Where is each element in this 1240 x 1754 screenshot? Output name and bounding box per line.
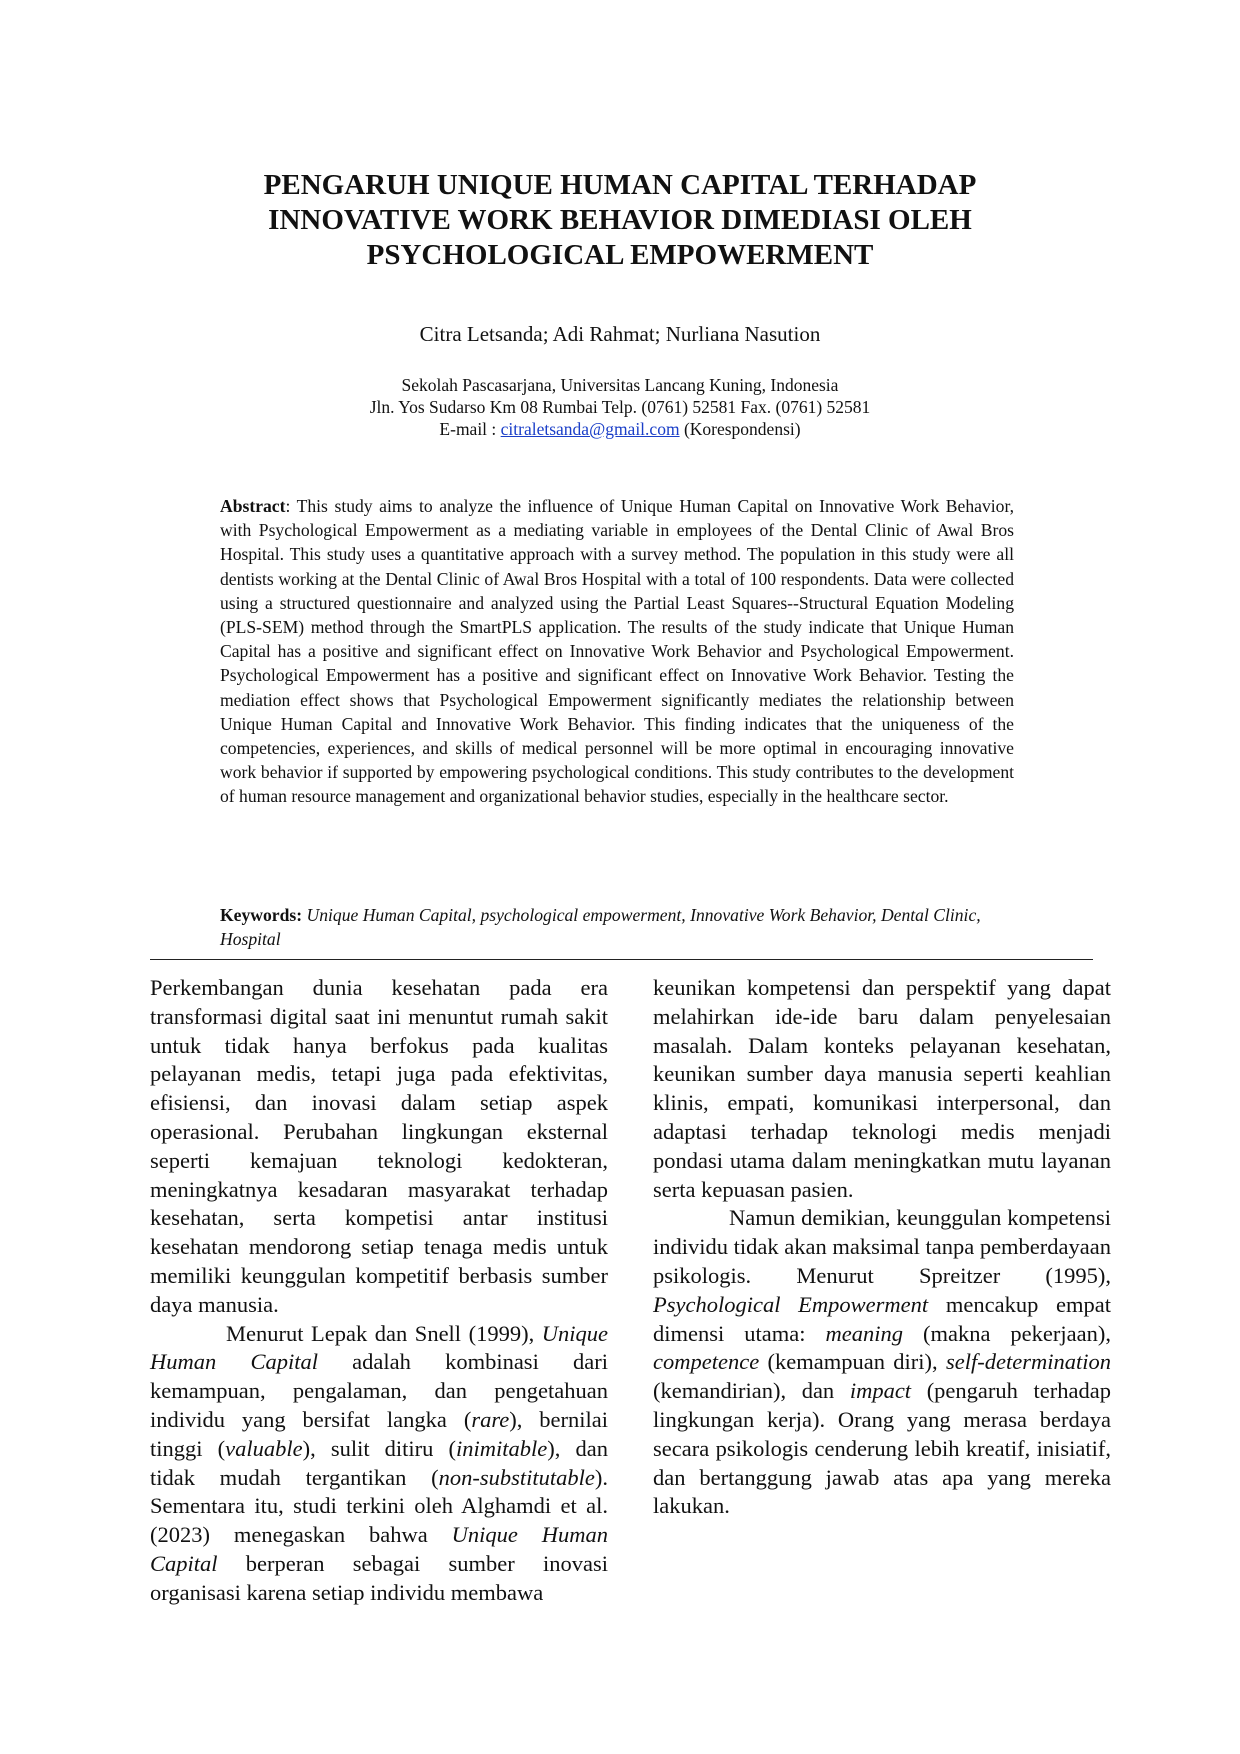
text-run: (pengaruh terhadap lingkungan kerja). Orang yang merasa berdaya secara psikologis cenderung lebih kreatif, inisiatif, dan bertanggung jawab atas apa yang mereka lakukan. bbox=[653, 1378, 1111, 1519]
keywords-text: Unique Human Capital, psychological empowerment, Innovative Work Behavior, Dental Clinic, Hospital bbox=[220, 905, 981, 949]
body-paragraph-3 bbox=[653, 1204, 1111, 1521]
email-suffix: (Korespondensi) bbox=[679, 419, 801, 439]
keywords bbox=[220, 903, 1014, 951]
italic-term: Unique Human Capital bbox=[150, 1522, 608, 1576]
abstract bbox=[220, 494, 1014, 809]
text-run: (makna pekerjaan), bbox=[902, 1320, 1111, 1346]
body-paragraph-2-continued bbox=[653, 974, 1111, 1204]
text-run: Menurut Lepak dan Snell (1999), bbox=[226, 1320, 542, 1346]
text-run: (kemampuan diri), bbox=[759, 1349, 947, 1375]
italic-term: self-determination bbox=[946, 1349, 1111, 1375]
text-run: ), bernilai tinggi ( bbox=[150, 1406, 608, 1461]
section-divider bbox=[150, 959, 1093, 960]
keywords-label: Keywords: bbox=[220, 905, 303, 925]
text-run: adalah kombinasi dari kemampuan, pengalaman, dan pengetahuan individu yang bersifat langka ( bbox=[150, 1349, 608, 1432]
text-run: mencakup empat dimensi utama: bbox=[653, 1291, 1111, 1346]
italic-term: rare bbox=[471, 1406, 510, 1432]
italic-term: Psychological Empowerment bbox=[653, 1291, 929, 1317]
italic-term: impact bbox=[849, 1378, 912, 1404]
title-line-1: PENGARUH UNIQUE HUMAN CAPITAL TERHADAP bbox=[263, 169, 977, 201]
text-run: Namun demikian, keunggulan kompetensi individu tidak akan maksimal tanpa pemberdayaan psikologis. Menurut Spreitzer (1995), bbox=[653, 1205, 1111, 1288]
body-column-left bbox=[150, 974, 608, 1608]
title-line-2: INNOVATIVE WORK BEHAVIOR DIMEDIASI OLEH bbox=[268, 204, 972, 236]
body-paragraph-1: Perkembangan dunia kesehatan pada era transformasi digital saat ini menuntut rumah sakit untuk tidak hanya berfokus pada kualitas pelayanan medis, tetapi juga pada efektivitas, efisiensi, dan inovasi dalam setiap aspek operasional. Perubahan lingkungan eksternal seperti kemajuan teknologi kedokteran, meningkatnya kesadaran masyarakat terhadap kesehatan, serta kompetisi antar institusi kesehatan mendorong setiap tenaga medis untuk memiliki keunggulan kompetitif berbasis sumber daya manusia. bbox=[150, 975, 608, 1317]
email-link[interactable]: citraletsanda@gmail.com bbox=[500, 419, 680, 439]
italic-term: competence bbox=[653, 1349, 760, 1375]
italic-term: valuable bbox=[225, 1435, 303, 1461]
title-line-3: PSYCHOLOGICAL EMPOWERMENT bbox=[366, 239, 874, 271]
author-list: Citra Letsanda; Adi Rahmat; Nurliana Nasution bbox=[419, 322, 821, 346]
affiliation-block bbox=[150, 374, 1090, 440]
email-line bbox=[150, 418, 1090, 440]
italic-term: inimitable bbox=[456, 1435, 548, 1461]
text-run: keunikan kompetensi dan perspektif yang dapat melahirkan ide-ide baru dalam penyelesaian masalah. Dalam konteks pelayanan kesehatan, keunikan sumber daya manusia seperti keahlian klinis, empati, komunikasi interpersonal, dan adaptasi terhadap teknologi medis menjadi pondasi utama dalam meningkatkan mutu layanan serta kepuasan pasien. bbox=[653, 975, 1111, 1202]
text-run: ), sulit ditiru ( bbox=[302, 1435, 457, 1461]
text-run: ). Sementara itu, studi terkini oleh Alghamdi et al. (2023) menegaskan bahwa bbox=[150, 1464, 608, 1548]
address: Jln. Yos Sudarso Km 08 Rumbai Telp. (0761) 52581 Fax. (0761) 52581 bbox=[369, 397, 871, 417]
abstract-label: Abstract bbox=[220, 496, 286, 516]
abstract-text: : This study aims to analyze the influence of Unique Human Capital on Innovative Work Behavior, with Psychological Empowerment as a mediating variable in employees of the Dental Clinic of Awal Bros Hospital. This study uses a quantitative approach with a survey method. The population in this study were all dentists working at the Dental Clinic of Awal Bros Hospital with a total of 100 respondents. Data were collected using a structured questionnaire and analyzed using the Partial Least Squares--Structural Equation Modeling (PLS-SEM) method through the SmartPLS application. The results of the study indicate that Unique Human Capital has a positive and significant effect on Innovative Work Behavior and Psychological Empowerment. Psychological Empowerment has a positive and significant effect on Innovative Work Behavior. Testing the mediation effect shows that Psychological Empowerment significantly mediates the relationship between Unique Human Capital and Innovative Work Behavior. This finding indicates that the uniqueness of the competencies, experiences, and skills of medical personnel will be more optimal in encouraging innovative work behavior if supported by empowering psychological conditions. This study contributes to the development of human resource management and organizational behavior studies, especially in the healthcare sector. bbox=[220, 496, 1014, 807]
body-column-right bbox=[653, 974, 1111, 1521]
body-paragraph-2 bbox=[150, 1320, 608, 1608]
text-run: berperan sebagai sumber inovasi organisasi karena setiap individu membawa bbox=[150, 1550, 608, 1605]
email-prefix: E-mail : bbox=[439, 419, 501, 439]
institution: Sekolah Pascasarjana, Universitas Lancang Kuning, Indonesia bbox=[401, 375, 839, 395]
italic-term: Unique Human Capital bbox=[150, 1320, 608, 1375]
italic-term: meaning bbox=[825, 1320, 903, 1346]
paper-title bbox=[150, 168, 1090, 273]
text-run: ), dan tidak mudah tergantikan ( bbox=[150, 1435, 608, 1490]
text-run: (kemandirian), dan bbox=[653, 1378, 850, 1404]
italic-term: non-substitutable bbox=[438, 1464, 595, 1490]
